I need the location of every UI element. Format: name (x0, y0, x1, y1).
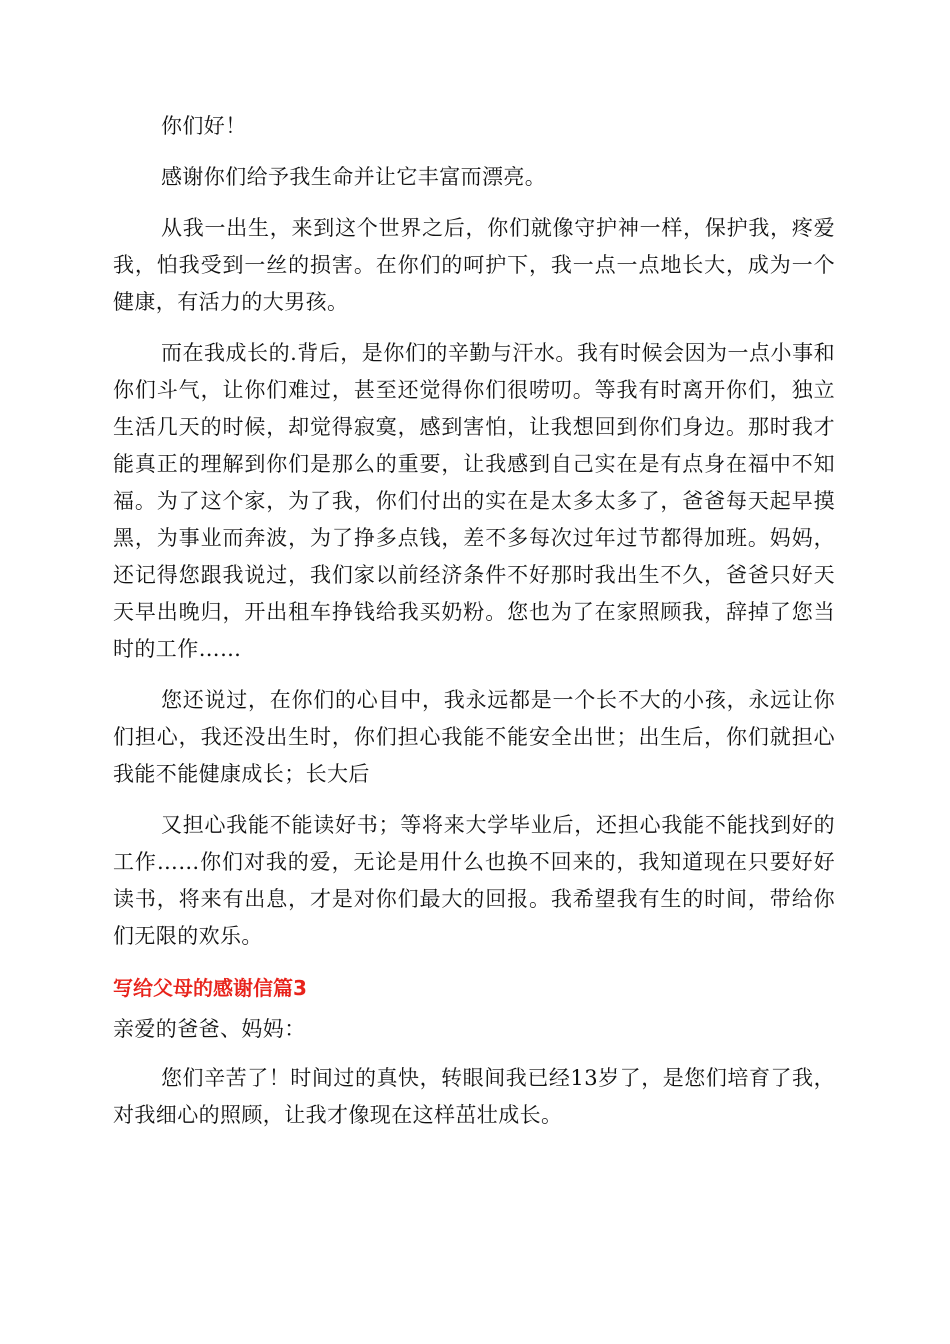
body-paragraph-future: 又担心我能不能读好书；等将来大学毕业后，还担心我能不能找到好的工作……你们对我的爱，无论是用什么也换不回来的，我知道现在只要好好读书，将来有出息，才是对你们最大的回报。我希望我有生的时间，带给你们无限的欢乐。 (113, 813, 835, 948)
greeting-paragraph: 你们好！ (161, 114, 247, 138)
body-paragraph-growth: 而在我成长的.背后，是你们的辛勤与汗水。我有时候会因为一点小事和你们斗气，让你们难过，甚至还觉得你们很唠叨。等我有时离开你们，独立生活几天的时候，却觉得寂寞，感到害怕，让我想回到你们身边。那时我才能真正的理解到你们是那么的重要，让我感到自己实在是有点身在福中不知福。为了这个家，为了我，你们付出的实在是太多太多了，爸爸每天起早摸黑，为事业而奔波，为了挣多点钱，差不多每次过年过节都得加班。妈妈，还记得您跟我说过，我们家以前经济条件不好那时我出生不久，爸爸只好天天早出晚归，开出租车挣钱给我买奶粉。您也为了在家照顾我，辞掉了您当时的工作…… (113, 341, 835, 661)
salutation: 亲爱的爸爸、妈妈： (113, 1017, 306, 1041)
thanks-paragraph: 感谢你们给予我生命并让它丰富而漂亮。 (161, 165, 547, 189)
body-paragraph-worry: 您还说过，在你们的心目中，我永远都是一个长不大的小孩，永远让你们担心，我还没出生时，你们担心我能不能安全出世；出生后，你们就担心我能不能健康成长；长大后 (113, 688, 835, 786)
body-paragraph-birth: 从我一出生，来到这个世界之后，你们就像守护神一样，保护我，疼爱我，怕我受到一丝的损害。在你们的呵护下，我一点一点地长大，成为一个健康，有活力的大男孩。 (113, 216, 835, 314)
document-body (113, 108, 835, 1134)
section-heading: 写给父母的感谢信篇3 (113, 976, 307, 1000)
closing-paragraph: 您们辛苦了！时间过的真快，转眼间我已经13岁了，是您们培育了我，对我细心的照顾，让我才像现在这样茁壮成长。 (113, 1066, 835, 1127)
